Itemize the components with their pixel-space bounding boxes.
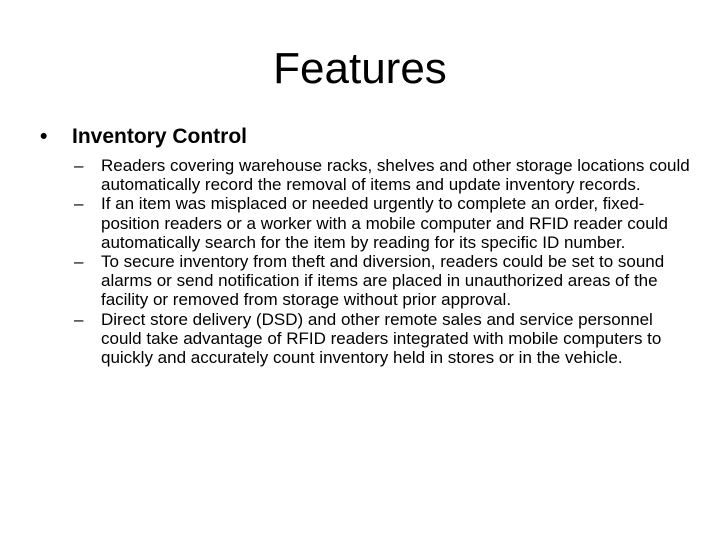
slide-title: Features bbox=[273, 44, 447, 93]
dash-icon: – bbox=[74, 194, 84, 214]
sub-bullet-item bbox=[40, 252, 690, 310]
slide-body bbox=[40, 124, 690, 367]
dash-icon: – bbox=[74, 156, 84, 175]
bullet-icon: • bbox=[40, 125, 48, 148]
sub-bullet-text: If an item was misplaced or needed urgently to complete an order, fixed-position readers or a worker with a mobile computer and RFID reader could automatically search for the item by reading for its specific ID number. bbox=[101, 194, 668, 252]
sub-bullet-item bbox=[40, 156, 690, 194]
sub-bullet-text: To secure inventory from theft and diversion, readers could be set to sound alarms or send notification if items are placed in unauthorized areas of the facility or removed from storage without prior approval. bbox=[101, 252, 665, 310]
sub-bullet-text: Direct store delivery (DSD) and other remote sales and service personnel could take advantage of RFID readers integrated with mobile computers to quickly and accurately count inventory held in stores or in the vehicle. bbox=[101, 309, 662, 368]
bullet-inventory-control bbox=[40, 124, 690, 150]
sub-bullet-item bbox=[40, 194, 690, 252]
sub-bullet-item bbox=[40, 310, 690, 368]
bullet-heading: Inventory Control bbox=[72, 125, 248, 148]
sub-bullet-text: Readers covering warehouse racks, shelves and other storage locations could automatically record the removal of items and update inventory records. bbox=[101, 156, 690, 195]
sub-bullet-list bbox=[40, 156, 690, 367]
dash-icon: – bbox=[74, 309, 84, 329]
dash-icon: – bbox=[74, 252, 84, 272]
